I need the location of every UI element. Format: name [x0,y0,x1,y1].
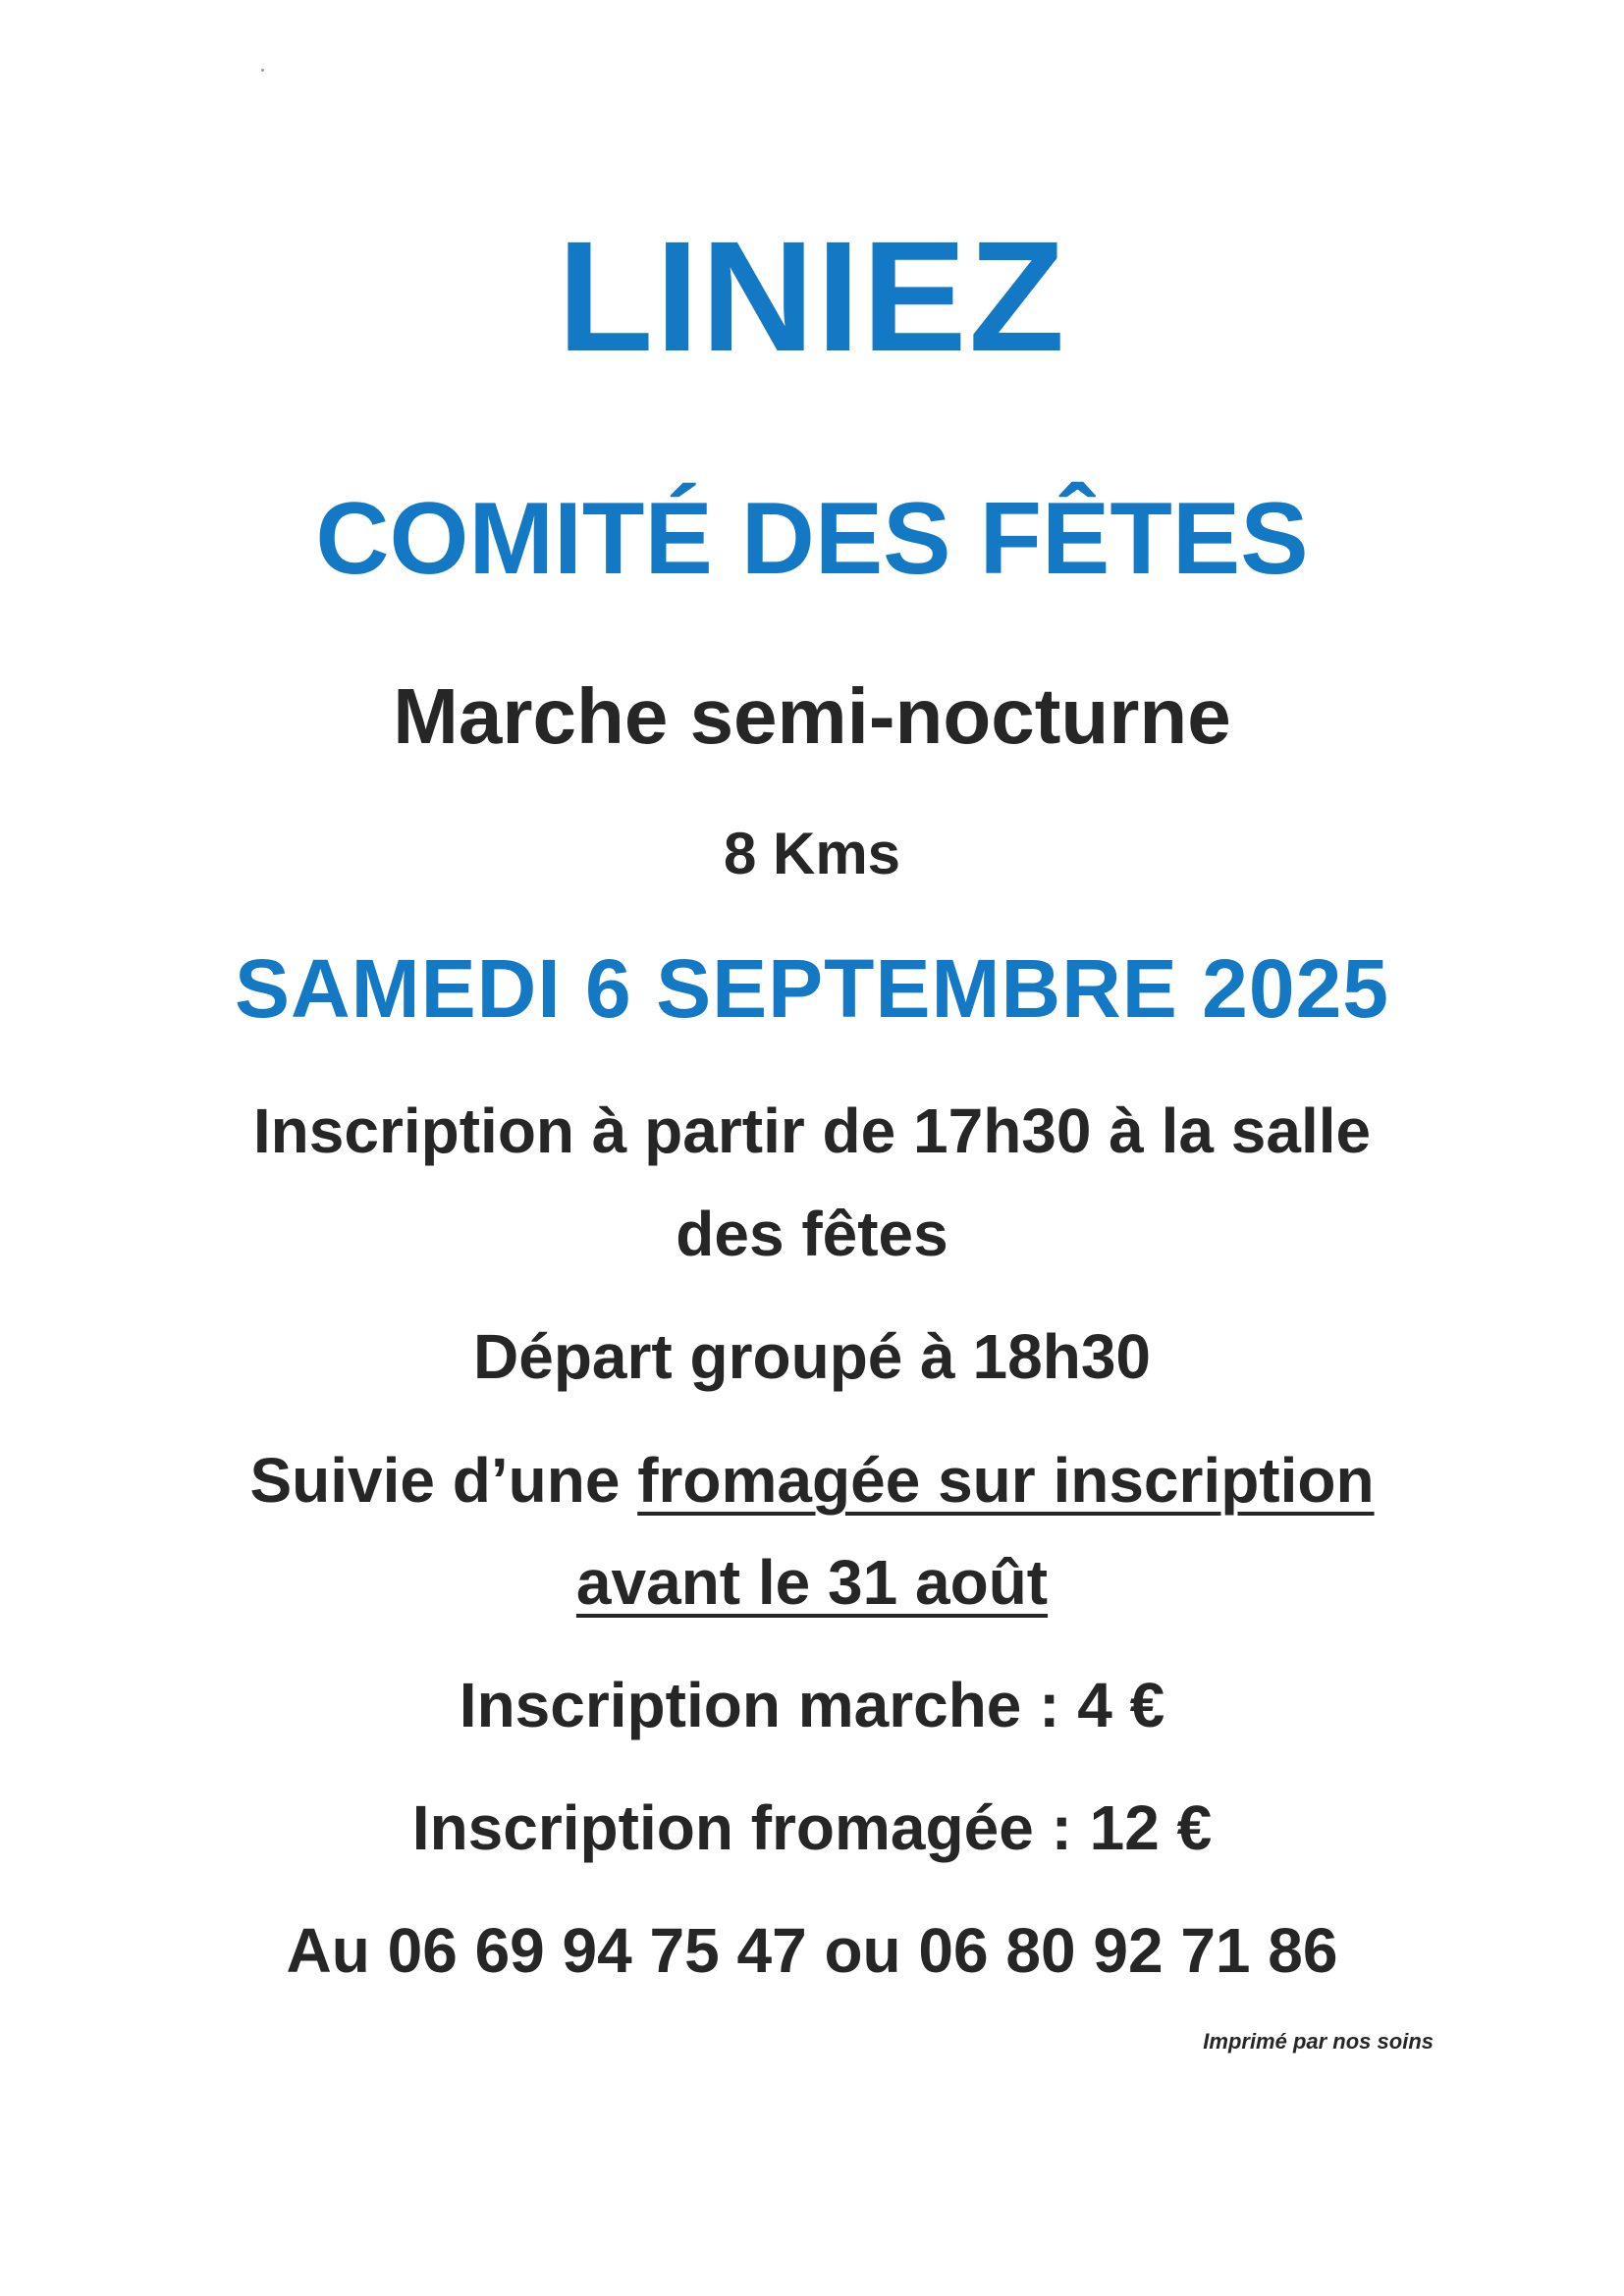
meal-underlined-text-1: fromagée sur inscription [637,1445,1375,1516]
registration-info-line-1: Inscription à partir de 17h30 à la salle [252,1095,1372,1166]
event-name: Marche semi-nocturne [393,672,1231,760]
walk-price: Inscription marche : 4 € [459,1670,1165,1740]
meal-underlined-text-2: avant le 31 août [575,1547,1049,1618]
town-title: LINIEZ [557,208,1067,384]
event-distance: 8 Kms [723,821,901,886]
departure-time: Départ groupé à 18h30 [473,1321,1151,1392]
meal-price: Inscription fromagée : 12 € [411,1792,1213,1863]
contact-phones: Au 06 69 94 75 47 ou 06 80 92 71 86 [286,1915,1338,1986]
meal-info-line-2 [0,1547,1624,1618]
scan-speck [261,69,264,72]
event-date: SAMEDI 6 SEPTEMBRE 2025 [234,942,1390,1035]
meal-info-line-1 [0,1445,1624,1516]
meal-prefix: Suivie d’une [249,1445,638,1516]
registration-info-line-2: des fêtes [676,1199,948,1269]
committee-title: COMITÉ DES FÊTES [315,482,1309,596]
printed-note: Imprimé par nos soins [1203,2029,1434,2054]
